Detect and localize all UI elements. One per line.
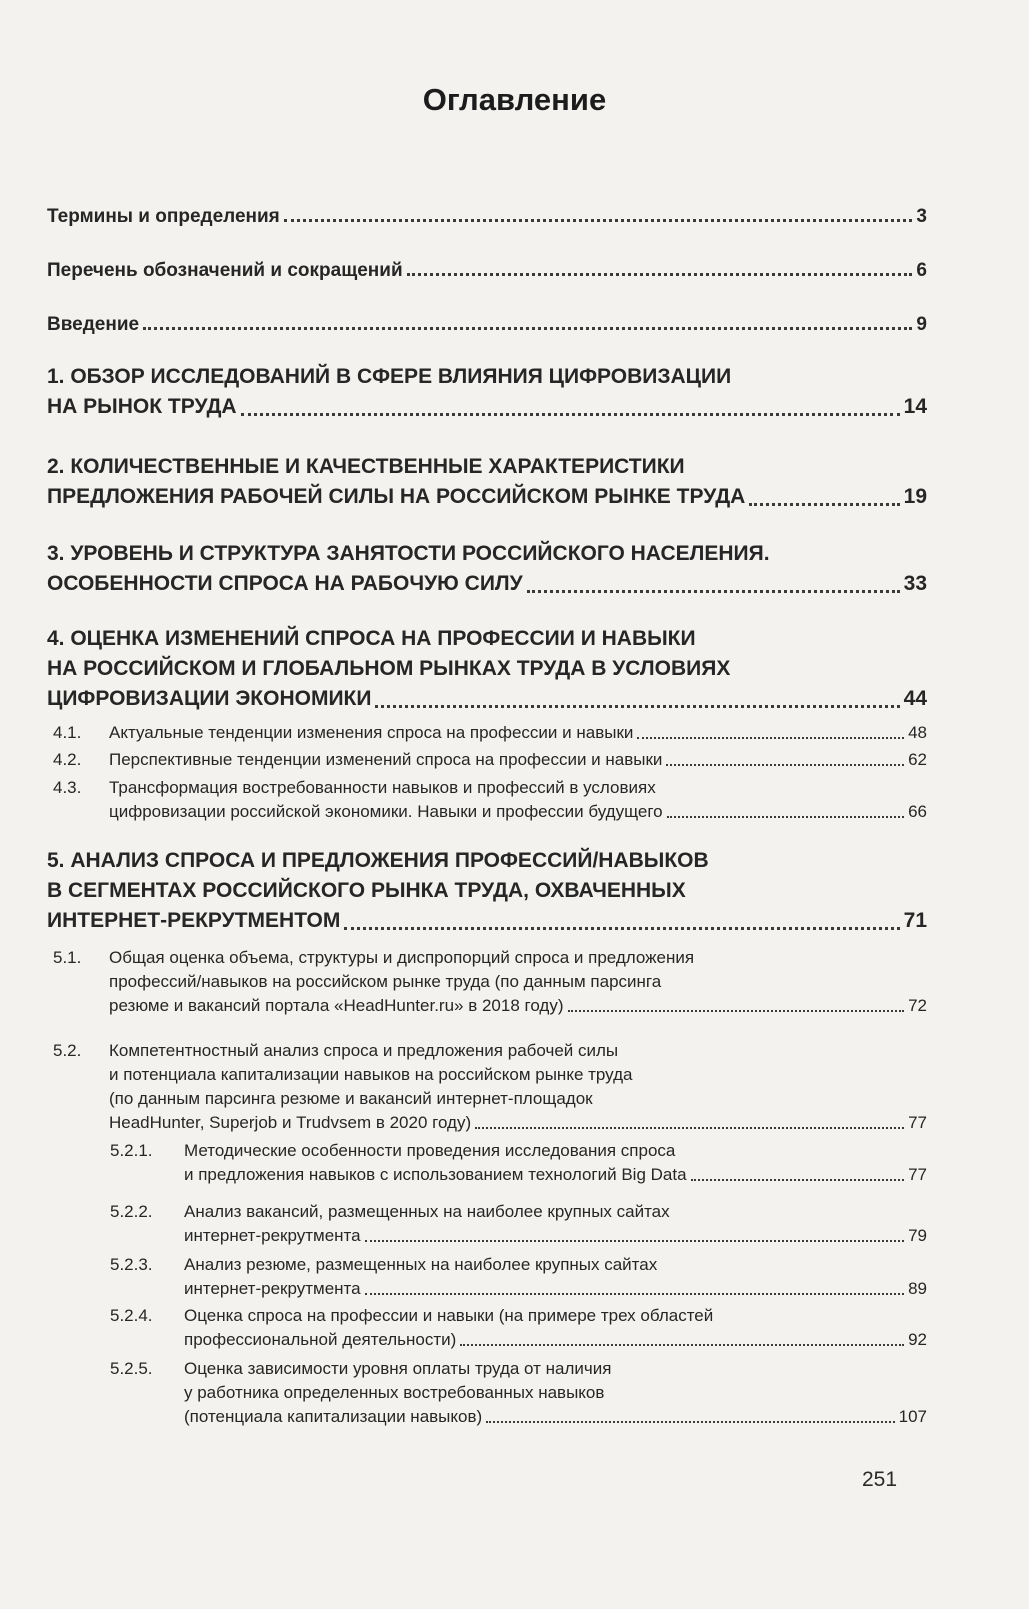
- leader-dots: [284, 219, 913, 222]
- toc-subsection-5-2-3[interactable]: [47, 1253, 927, 1301]
- section-title-line: Оценка зависимости уровня оплаты труда от наличия: [184, 1359, 612, 1378]
- section-title-line: и потенциала капитализации навыков на российском рынке труда: [109, 1065, 633, 1084]
- section-title-line: Трансформация востребованности навыков и профессий в условиях: [109, 778, 656, 797]
- section-title-line: интернет-рекрутмента: [184, 1279, 361, 1298]
- section-number: 5.2.5.: [110, 1359, 153, 1378]
- section-title-line: и предложения навыков с использованием технологий Big Data: [184, 1165, 687, 1184]
- toc-chapter-5[interactable]: [47, 846, 927, 936]
- toc-entry-page: 62: [908, 750, 927, 769]
- toc-chapter-1[interactable]: [47, 362, 927, 422]
- toc-entry-page: 9: [916, 314, 927, 335]
- toc-section-4-1[interactable]: [47, 721, 927, 745]
- section-title-line: Актуальные тенденции изменения спроса на профессии и навыки: [109, 723, 634, 742]
- chapter-title-line: В СЕГМЕНТАХ РОССИЙСКОГО РЫНКА ТРУДА, ОХВАЧЕННЫХ: [47, 879, 686, 902]
- toc-entry-page: 77: [908, 1113, 927, 1132]
- chapter-title-line: 1. ОБЗОР ИССЛЕДОВАНИЙ В СФЕРЕ ВЛИЯНИЯ ЦИФРОВИЗАЦИИ: [47, 365, 732, 388]
- leader-dots: [667, 816, 904, 818]
- toc-entry-page: 72: [908, 996, 927, 1015]
- toc-section-4-3[interactable]: [47, 776, 927, 824]
- chapter-title-line: НА РЫНОК ТРУДА: [47, 395, 237, 418]
- leader-dots: [568, 1010, 905, 1012]
- leader-dots: [143, 327, 912, 330]
- toc-entry-page: 6: [916, 260, 927, 281]
- section-title-line: HeadHunter, Superjob и Trudvsem в 2020 году): [109, 1113, 472, 1132]
- toc-section-5-2[interactable]: [47, 1039, 927, 1135]
- toc-entry-page: 79: [908, 1226, 927, 1245]
- toc-chapter-2[interactable]: [47, 452, 927, 512]
- page-title: Оглавление: [422, 82, 607, 117]
- leader-dots: [527, 590, 900, 593]
- toc-entry-page: 92: [908, 1330, 927, 1349]
- section-title-line: Компетентностный анализ спроса и предложения рабочей силы: [109, 1041, 619, 1060]
- section-number: 5.1.: [53, 948, 82, 967]
- section-number: 4.3.: [53, 778, 82, 797]
- leader-dots: [691, 1179, 905, 1181]
- leader-dots: [365, 1293, 904, 1295]
- section-title-line: Анализ резюме, размещенных на наиболее крупных сайтах: [184, 1255, 658, 1274]
- section-title-line: профессиональной деятельности): [184, 1330, 457, 1349]
- leader-dots: [460, 1344, 904, 1346]
- section-title-line: у работника определенных востребованных навыков: [184, 1383, 605, 1402]
- section-number: 4.1.: [53, 723, 82, 742]
- toc-entry-label: Перечень обозначений и сокращений: [47, 260, 403, 281]
- toc-entry-terms[interactable]: [47, 206, 927, 228]
- section-title-line: Общая оценка объема, структуры и диспропорций спроса и предложения: [109, 948, 695, 967]
- toc-subsection-5-2-5[interactable]: [47, 1357, 927, 1429]
- section-title-line: (по данным парсинга резюме и вакансий интернет-площадок: [109, 1089, 593, 1108]
- chapter-title-line: 2. КОЛИЧЕСТВЕННЫЕ И КАЧЕСТВЕННЫЕ ХАРАКТЕРИСТИКИ: [47, 455, 685, 478]
- toc-entry-page: 33: [903, 572, 927, 595]
- toc-entry-page: 3: [916, 206, 927, 227]
- toc-entry-label: Термины и определения: [47, 206, 280, 227]
- leader-dots: [344, 927, 899, 930]
- toc-subsection-5-2-4[interactable]: [47, 1304, 927, 1352]
- toc-entry-page: 107: [898, 1407, 927, 1426]
- chapter-title-line: 5. АНАЛИЗ СПРОСА И ПРЕДЛОЖЕНИЯ ПРОФЕССИЙ/НАВЫКОВ: [47, 849, 709, 872]
- toc-chapter-3[interactable]: [47, 539, 927, 599]
- leader-dots: [475, 1127, 904, 1129]
- toc-chapter-4[interactable]: [47, 624, 927, 714]
- chapter-title-line: ЦИФРОВИЗАЦИИ ЭКОНОМИКИ: [47, 687, 372, 710]
- section-title-line: Перспективные тенденции изменений спроса на профессии и навыки: [109, 750, 663, 769]
- chapter-title-line: ИНТЕРНЕТ-РЕКРУТМЕНТОМ: [47, 909, 341, 932]
- toc-section-5-1[interactable]: [47, 946, 927, 1018]
- chapter-title-line: ОСОБЕННОСТИ СПРОСА НА РАБОЧУЮ СИЛУ: [47, 572, 523, 595]
- section-title-line: Методические особенности проведения исследования спроса: [184, 1141, 676, 1160]
- section-title-line: цифровизации российской экономики. Навыки и профессии будущего: [109, 802, 663, 821]
- section-number: 4.2.: [53, 750, 82, 769]
- toc-entry-page: 77: [908, 1165, 927, 1184]
- toc-entry-page: 71: [903, 909, 927, 932]
- section-title-line: Анализ вакансий, размещенных на наиболее крупных сайтах: [184, 1202, 670, 1221]
- section-title-line: (потенциала капитализации навыков): [184, 1407, 483, 1426]
- section-title-line: интернет-рекрутмента: [184, 1226, 361, 1245]
- chapter-title-line: НА РОССИЙСКОМ И ГЛОБАЛЬНОМ РЫНКАХ ТРУДА В УСЛОВИЯХ: [47, 657, 731, 680]
- section-number: 5.2.4.: [110, 1306, 153, 1325]
- toc-subsection-5-2-1[interactable]: [47, 1139, 927, 1187]
- section-number: 5.2.1.: [110, 1141, 153, 1160]
- toc-subsection-5-2-2[interactable]: [47, 1200, 927, 1248]
- section-number: 5.2.: [53, 1041, 82, 1060]
- toc-entry-page: 44: [903, 687, 927, 710]
- leader-dots: [241, 413, 900, 416]
- section-number: 5.2.2.: [110, 1202, 153, 1221]
- toc-entry-page: 48: [908, 723, 927, 742]
- toc-entry-label: Введение: [47, 314, 140, 335]
- toc-entry-page: 19: [903, 485, 927, 508]
- chapter-title-line: ПРЕДЛОЖЕНИЯ РАБОЧЕЙ СИЛЫ НА РОССИЙСКОМ РЫНКЕ ТРУДА: [47, 485, 746, 508]
- leader-dots: [749, 503, 899, 506]
- leader-dots: [375, 705, 899, 708]
- toc-section-4-2[interactable]: [47, 748, 927, 772]
- chapter-title-line: 3. УРОВЕНЬ И СТРУКТУРА ЗАНЯТОСТИ РОССИЙСКОГО НАСЕЛЕНИЯ.: [47, 542, 770, 565]
- toc-entry-abbreviations[interactable]: [47, 260, 927, 282]
- leader-dots: [407, 273, 913, 276]
- toc-entry-page: 89: [908, 1279, 927, 1298]
- section-title-line: профессий/навыков на российском рынке труда (по данным парсинга: [109, 972, 662, 991]
- section-title-line: резюме и вакансий портала «HeadHunter.ru» в 2018 году): [109, 996, 564, 1015]
- leader-dots: [365, 1240, 904, 1242]
- page-number: 251: [862, 1468, 898, 1491]
- leader-dots: [666, 764, 904, 766]
- toc-entry-introduction[interactable]: [47, 314, 927, 336]
- leader-dots: [637, 737, 904, 739]
- chapter-title-line: 4. ОЦЕНКА ИЗМЕНЕНИЙ СПРОСА НА ПРОФЕССИИ И НАВЫКИ: [47, 627, 696, 650]
- section-number: 5.2.3.: [110, 1255, 153, 1274]
- section-title-line: Оценка спроса на профессии и навыки (на примере трех областей: [184, 1306, 714, 1325]
- leader-dots: [486, 1421, 894, 1423]
- toc-entry-page: 14: [903, 395, 927, 418]
- toc-entry-page: 66: [908, 802, 927, 821]
